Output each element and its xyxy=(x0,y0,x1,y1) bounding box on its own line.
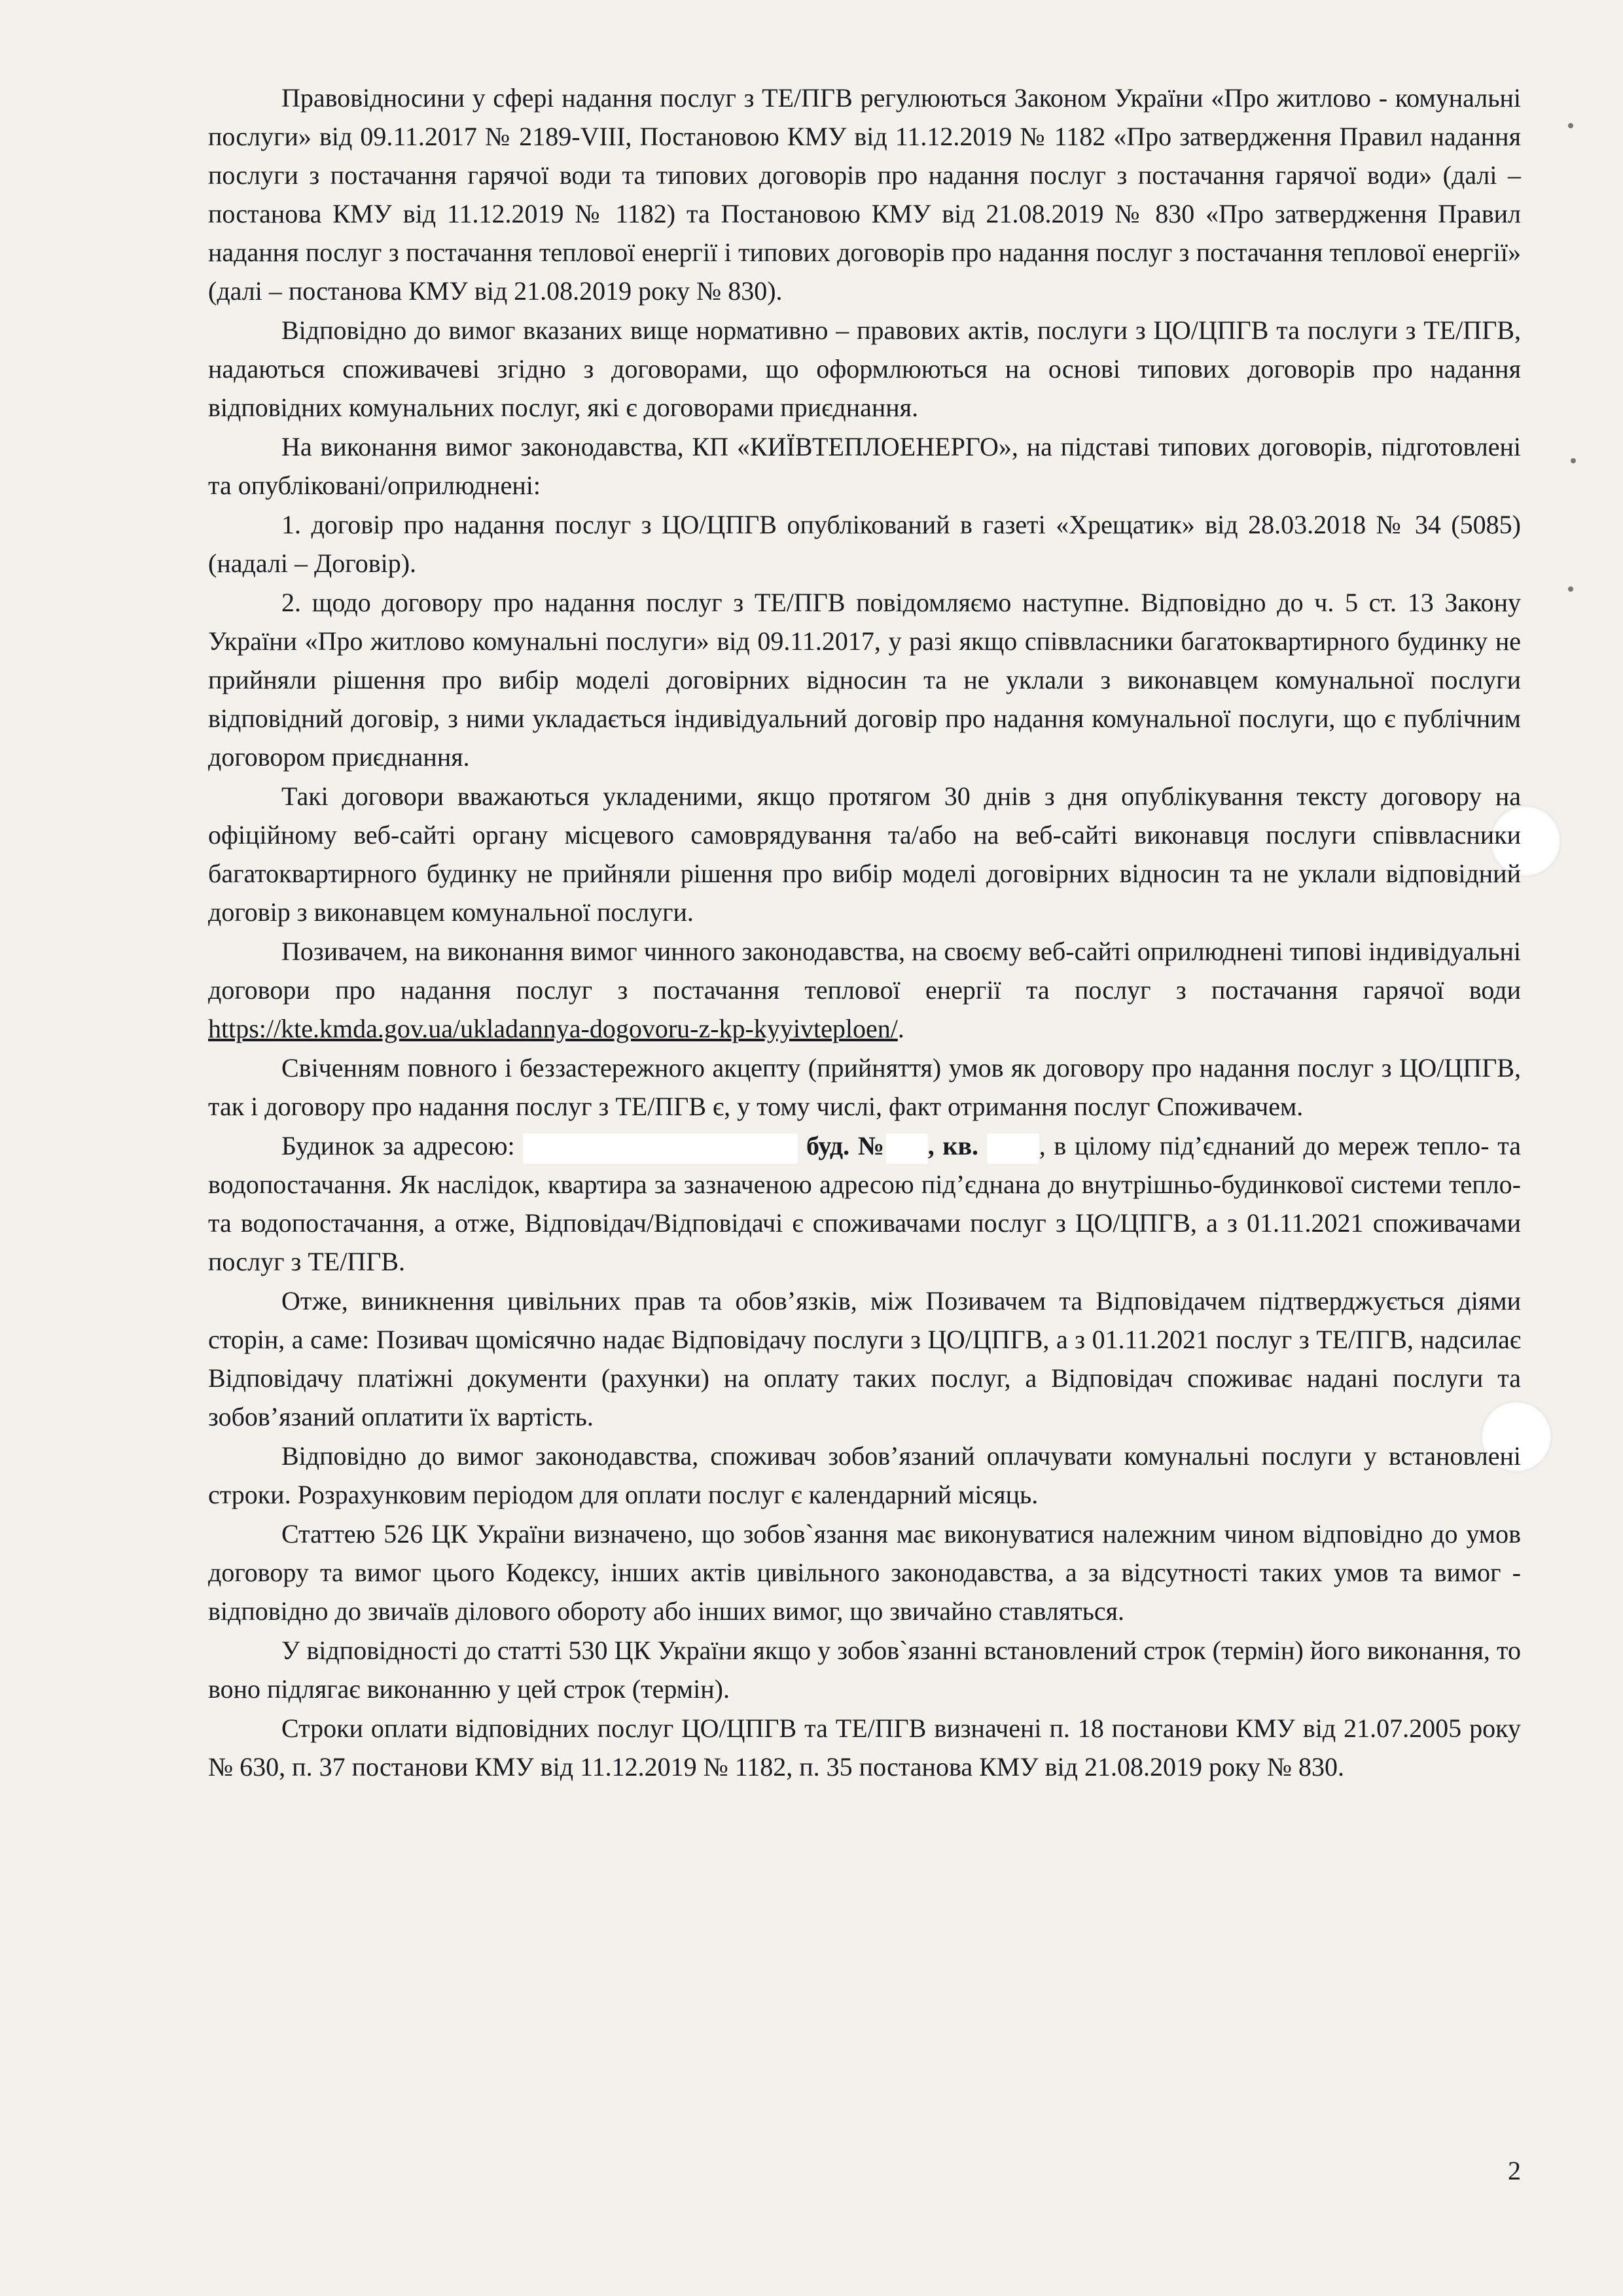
redacted-building xyxy=(886,1134,928,1164)
redacted-street xyxy=(523,1134,798,1164)
paragraph-address xyxy=(208,1126,1521,1281)
paragraph: Отже, виникнення цивільних прав та обов’язків, між Позивачем та Відповідачем підтверджується діями сторін, а саме: Позивач щомісячно надає Відповідачу послуги з ЦО/ЦПГВ, а з 01.11.2021 послуг з ТЕ/ПГВ, надсилає Відповідачу платіжні документи (рахунки) на оплату таких послуг, а Відповідач споживає надані послуги та зобов’язаний оплатити їх вартість. xyxy=(208,1286,1521,1431)
apartment-label: , кв. xyxy=(927,1131,979,1160)
scan-dot xyxy=(1571,458,1576,463)
paragraph: На виконання вимог законодавства, КП «КИЇВТЕПЛОЕНЕРГО», на підставі типових договорів, підготовлені та опубліковані/оприлюднені: xyxy=(208,432,1521,500)
paragraph: Правовідносини у сфері надання послуг з ТЕ/ПГВ регулюються Законом України «Про житлово - комунальні послуги» від 09.11.2017 № 2189-VIII, Постановою КМУ від 11.12.2019 № 1182 «Про затвердження Правил надання послуги з постачання гарячої води та типових договорів про надання послуг з постачання гарячої води» (далі – постанова КМУ від 11.12.2019 № 1182) та Постановою КМУ від 21.08.2019 № 830 «Про затвердження Правил надання послуг з постачання теплової енергії і типових договорів про надання послуг з постачання теплової енергії» (далі – постанова КМУ від 21.08.2019 року № 830). xyxy=(208,83,1521,306)
paragraph: 2. щодо договору про надання послуг з ТЕ/ПГВ повідомляємо наступне. Відповідно до ч. 5 ст. 13 Закону України «Про житлово комунальні послуги» від 09.11.2017, у разі якщо співвласники багатоквартирного будинку не прийняли рішення про вибір моделі договірних відносин та не уклали з виконавцем комунальної послуги відповідний договір, з ними укладається індивідуальний договір про надання комунальної послуги, що є публічним договором приєднання. xyxy=(208,588,1521,772)
paragraph: Відповідно до вимог законодавства, споживач зобов’язаний оплачувати комунальні послуги у встановлені строки. Розрахунковим періодом для оплати послуг є календарний місяць. xyxy=(208,1441,1521,1509)
paragraph-with-link xyxy=(208,932,1521,1048)
paragraph: 1. договір про надання послуг з ЦО/ЦПГВ опублікований в газеті «Хрещатик» від 28.03.2018 № 34 (5085) (надалі – Договір). xyxy=(208,510,1521,578)
paragraph: Відповідно до вимог вказаних вище нормативно – правових актів, послуги з ЦО/ЦПГВ та послуги з ТЕ/ПГВ, надаються споживачеві згідно з договорами, що оформлюються на основі типових договорів про надання відповідних комунальних послуг, які є договорами приєднання. xyxy=(208,315,1521,422)
redacted-apartment xyxy=(987,1134,1039,1164)
paragraph: Статтею 526 ЦК України визначено, що зобов`язання має виконуватися належним чином відповідно до умов договору та вимог цього Кодексу, інших актів цивільного законодавства, а за відсутності таких умов та вимог - відповідно до звичаїв ділового обороту або інших вимог, що звичайно ставляться. xyxy=(208,1519,1521,1626)
body-text xyxy=(208,79,1521,1787)
scan-dot xyxy=(1568,123,1573,128)
paragraph: Такі договори вважаються укладеними, якщо протягом 30 днів з дня опублікування тексту договору на офіційному веб-сайті органу місцевого самоврядування та/або на веб-сайті виконавця послуги співвласники багатоквартирного будинку не прийняли рішення про вибір моделі договірних відносин та не уклали відповідний договір з виконавцем комунальної послуги. xyxy=(208,781,1521,927)
page-number: 2 xyxy=(1508,2156,1521,2185)
paragraph: У відповідності до статті 530 ЦК України якщо у зобов`язанні встановлений строк (термін) його виконання, то воно підлягає виконанню у цей строк (термін). xyxy=(208,1636,1521,1704)
paragraph: Строки оплати відповідних послуг ЦО/ЦПГВ та ТЕ/ПГВ визначені п. 18 постанови КМУ від 21.07.2005 року № 630, п. 37 постанови КМУ від 11.12.2019 № 1182, п. 35 постанова КМУ від 21.08.2019 року № 830. xyxy=(208,1713,1521,1782)
address-rest: , в цілому під’єднаний до мереж тепло- та водопостачання. Як наслідок, квартира за зазначеною адресою під’єднана до внутрішньо-будинкової системи тепло- та водопостачання, а отже, Відповідач/Відповідачі є споживачами послуг з ЦО/ЦПГВ, а з 01.11.2021 споживачами послуг з ТЕ/ПГВ. xyxy=(208,1131,1522,1276)
building-label: буд. № xyxy=(806,1131,886,1160)
scan-dot xyxy=(1568,586,1573,592)
link-outro: . xyxy=(897,1014,904,1043)
link-intro: Позивачем, на виконання вимог чинного законодавства, на своєму веб-сайті оприлюднені типові індивідуальні договори про надання послуг з постачання теплової енергії та послуг з постачання гарячої води xyxy=(208,937,1521,1005)
paragraph: Свіченням повного і беззастережного акцепту (прийняття) умов як договору про надання послуг з ЦО/ЦПГВ, так і договору про надання послуг з ТЕ/ПГВ є, у тому числі, факт отримання послуг Споживачем. xyxy=(208,1053,1521,1121)
address-label: Будинок за адресою: xyxy=(281,1131,524,1160)
contract-link[interactable]: https://kte.kmda.gov.ua/ukladannya-dogovoru-z-kp-kyyivteploen/ xyxy=(208,1014,898,1043)
